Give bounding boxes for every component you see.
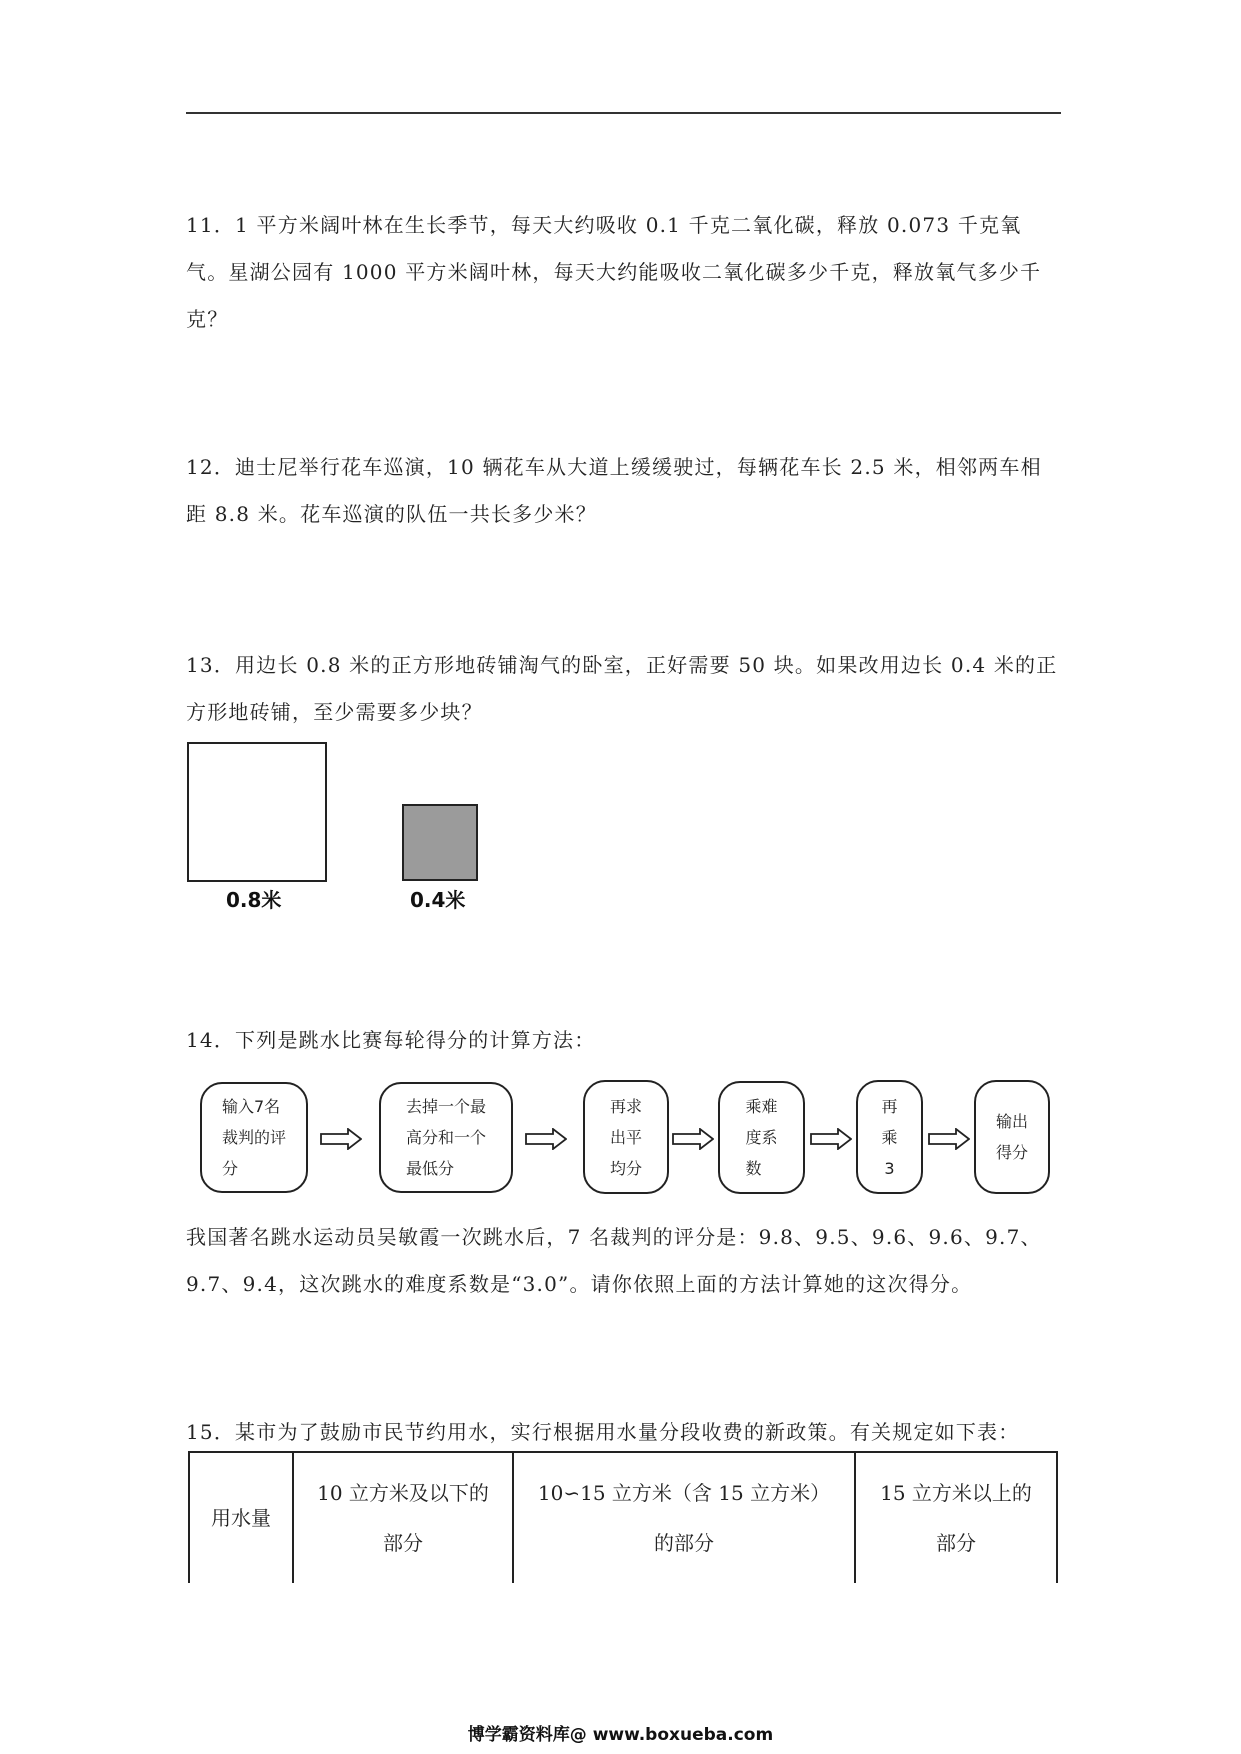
flow-step-1-text: 输入7名 裁判的评 分 (221, 1097, 286, 1178)
flow-arrow-icon (928, 1128, 970, 1150)
question-14-body (186, 1214, 1066, 1308)
question-11-line-1: 11．1 平方米阔叶林在生长季节，每天大约吸收 0.1 千克二氧化碳，释放 0.073 千克氧 (186, 213, 1022, 237)
question-15-intro-text: 15．某市为了鼓励市民节约用水，实行根据用水量分段收费的新政策。有关规定如下表： (186, 1420, 1020, 1444)
question-14-intro-text: 14．下列是跳水比赛每轮得分的计算方法： (186, 1028, 596, 1052)
flow-step-multiply-three (856, 1080, 923, 1194)
flow-step-6-text: 输出 得分 (995, 1112, 1028, 1162)
small-tile-square (402, 804, 478, 881)
water-fee-table (188, 1451, 1058, 1583)
question-13 (186, 642, 1066, 736)
flow-step-remove-extremes (379, 1082, 513, 1193)
footer-watermark: 博学霸资料库@ www.boxueba.com (467, 1725, 774, 1745)
flow-step-output-score (974, 1080, 1050, 1194)
table-cell-tier-2: 10∽15 立方米（含 15 立方米） 的部分 (513, 1452, 855, 1583)
large-tile-label: 0.8米 (226, 888, 282, 912)
question-11 (186, 202, 1066, 343)
question-12-line-1: 12．迪士尼举行花车巡演，10 辆花车从大道上缓缓驶过，每辆花车长 2.5 米，相邻两车相 (186, 455, 1042, 479)
question-14-line-2: 9.7、9.4，这次跳水的难度系数是“3.0”。请你依照上面的方法计算她的这次得分。 (186, 1272, 973, 1296)
question-13-line-2: 方形地砖铺，至少需要多少块？ (186, 700, 483, 724)
table-row (189, 1452, 1057, 1583)
table-row-header: 用水量 (189, 1452, 293, 1583)
flow-arrow-icon (320, 1128, 362, 1150)
question-11-line-2: 气。星湖公园有 1000 平方米阔叶林，每天大约能吸收二氧化碳多少千克，释放氧气多少千 (186, 260, 1042, 284)
flow-arrow-icon (810, 1128, 852, 1150)
question-14-line-1: 我国著名跳水运动员吴敏霞一次跳水后，7 名裁判的评分是：9.8、9.5、9.6、9.6、9.7、 (186, 1225, 1042, 1249)
flow-step-5-text: 再 乘 3 (881, 1096, 898, 1178)
flow-step-multiply-difficulty (718, 1081, 805, 1194)
flow-arrow-icon (525, 1128, 567, 1150)
question-14-intro (186, 1017, 1066, 1064)
flow-step-2-text: 去掉一个最 高分和一个 最低分 (405, 1097, 486, 1178)
small-tile-label: 0.4米 (410, 888, 466, 912)
table-cell-tier-3: 15 立方米以上的 部分 (855, 1452, 1057, 1583)
flow-arrow-icon (672, 1128, 714, 1150)
question-15-intro (186, 1409, 1066, 1456)
flow-step-average (583, 1080, 669, 1194)
question-12 (186, 444, 1066, 538)
flow-step-3-text: 再求 出平 均分 (609, 1096, 642, 1178)
question-11-line-3: 克？ (186, 307, 229, 331)
large-tile-square (187, 742, 327, 882)
flow-step-input-scores (200, 1082, 308, 1193)
question-12-line-2: 距 8.8 米。花车巡演的队伍一共长多少米？ (186, 502, 597, 526)
flow-step-4-text: 乘难 度系 数 (745, 1097, 778, 1178)
header-rule (186, 112, 1061, 114)
question-13-line-1: 13．用边长 0.8 米的正方形地砖铺淘气的卧室，正好需要 50 块。如果改用边长 0.4 米的正 (186, 653, 1058, 677)
table-cell-tier-1: 10 立方米及以下的 部分 (293, 1452, 513, 1583)
